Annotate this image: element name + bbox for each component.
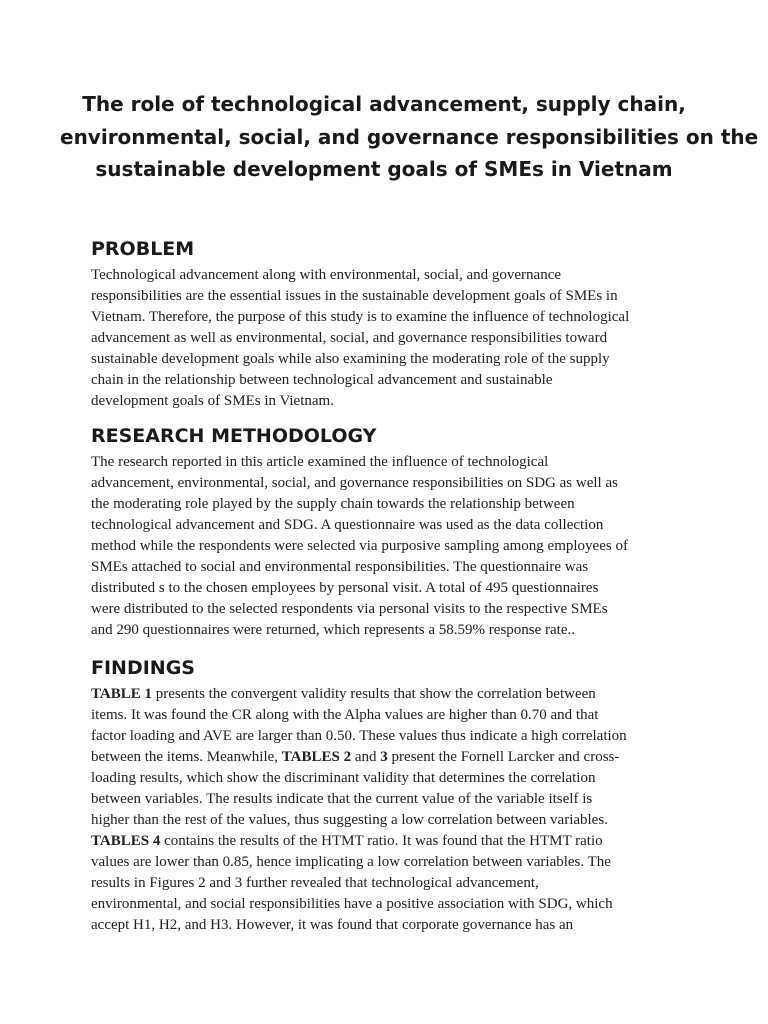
paragraph-line: were distributed to the selected respondents via personal visits to the respective SMEs [91,601,608,617]
line-text: presents the convergent validity results that show the correlation between [152,686,596,702]
table-reference: TABLES 2 [281,749,352,765]
document-title [60,88,759,186]
findings-paragraph [91,684,691,936]
methodology-heading: RESEARCH METHODOLOGY [91,425,377,447]
paragraph-line: SMEs attached to social and environmental responsibilities. The questionnaire was [91,559,589,575]
table-reference: TABLES 4 [91,833,161,849]
paragraph-line: values are lower than 0.85, hence implicating a low correlation between variables. The [91,854,611,870]
paragraph-line: development goals of SMEs in Vietnam. [91,393,334,409]
title-line: The role of technological advancement, supply chain, [82,92,686,116]
problem-heading: PROBLEM [91,238,195,260]
findings-heading: FINDINGS [91,657,195,679]
paragraph-line [91,747,691,768]
paragraph-line: the moderating role played by the supply chain towards the relationship between [91,496,575,512]
title-line: environmental, social, and governance responsibilities on the [60,124,759,149]
paragraph-line [91,831,691,852]
paragraph-line: between variables. The results indicate that the current value of the variable itself is [91,791,593,807]
paragraph-line: The research reported in this article examined the influence of technological [91,454,549,470]
paragraph-line: environmental, and social responsibilities have a positive association with SDG, which [91,896,613,912]
paragraph-line [91,684,691,705]
paragraph-line: accept H1, H2, and H3. However, it was found that corporate governance has an [91,917,574,933]
paragraph-line: technological advancement and SDG. A questionnaire was used as the data collection [91,517,604,533]
paragraph-line: loading results, which show the discriminant validity that determines the correlation [91,770,596,786]
paragraph-line: method while the respondents were selected via purposive sampling among employees of [91,538,628,554]
paragraph-line: advancement as well as environmental, social, and governance responsibilities toward [91,330,608,346]
methodology-paragraph [91,452,691,641]
problem-paragraph [91,265,691,412]
paragraph-line: sustainable development goals while also examining the moderating role of the supply [91,351,610,367]
paragraph-line: Vietnam. Therefore, the purpose of this study is to examine the influence of technological [91,309,630,325]
table-reference: 3 [380,749,388,765]
paragraph-line: chain in the relationship between technological advancement and sustainable [91,372,553,388]
paragraph-line: items. It was found the CR along with the Alpha values are higher than 0.70 and that [91,707,599,723]
paragraph-line: advancement, environmental, social, and governance responsibilities on SDG as well as [91,475,618,491]
line-text: between the items. Meanwhile, [91,749,282,765]
paragraph-line: factor loading and AVE are larger than 0.50. These values thus indicate a high correlation [91,728,627,744]
paragraph-line: higher than the rest of the values, thus suggesting a low correlation between variables. [91,812,608,828]
paragraph-line: results in Figures 2 and 3 further revealed that technological advancement, [91,875,539,891]
line-text: contains the results of the HTMT ratio. It was found that the HTMT ratio [160,833,603,849]
paragraph-line: Technological advancement along with environmental, social, and governance [91,267,562,283]
paragraph-line: distributed s to the chosen employees by personal visit. A total of 495 questionnaires [91,580,599,596]
paragraph-line: and 290 questionnaires were returned, which represents a 58.59% response rate.. [91,622,575,638]
table-reference: TABLE 1 [91,686,152,702]
paragraph-line: responsibilities are the essential issues in the sustainable development goals of SMEs in [91,288,618,304]
line-text: and [351,749,381,765]
line-text: present the Fornell Larcker and cross- [387,749,620,765]
title-line: sustainable development goals of SMEs in Vietnam [95,157,673,181]
